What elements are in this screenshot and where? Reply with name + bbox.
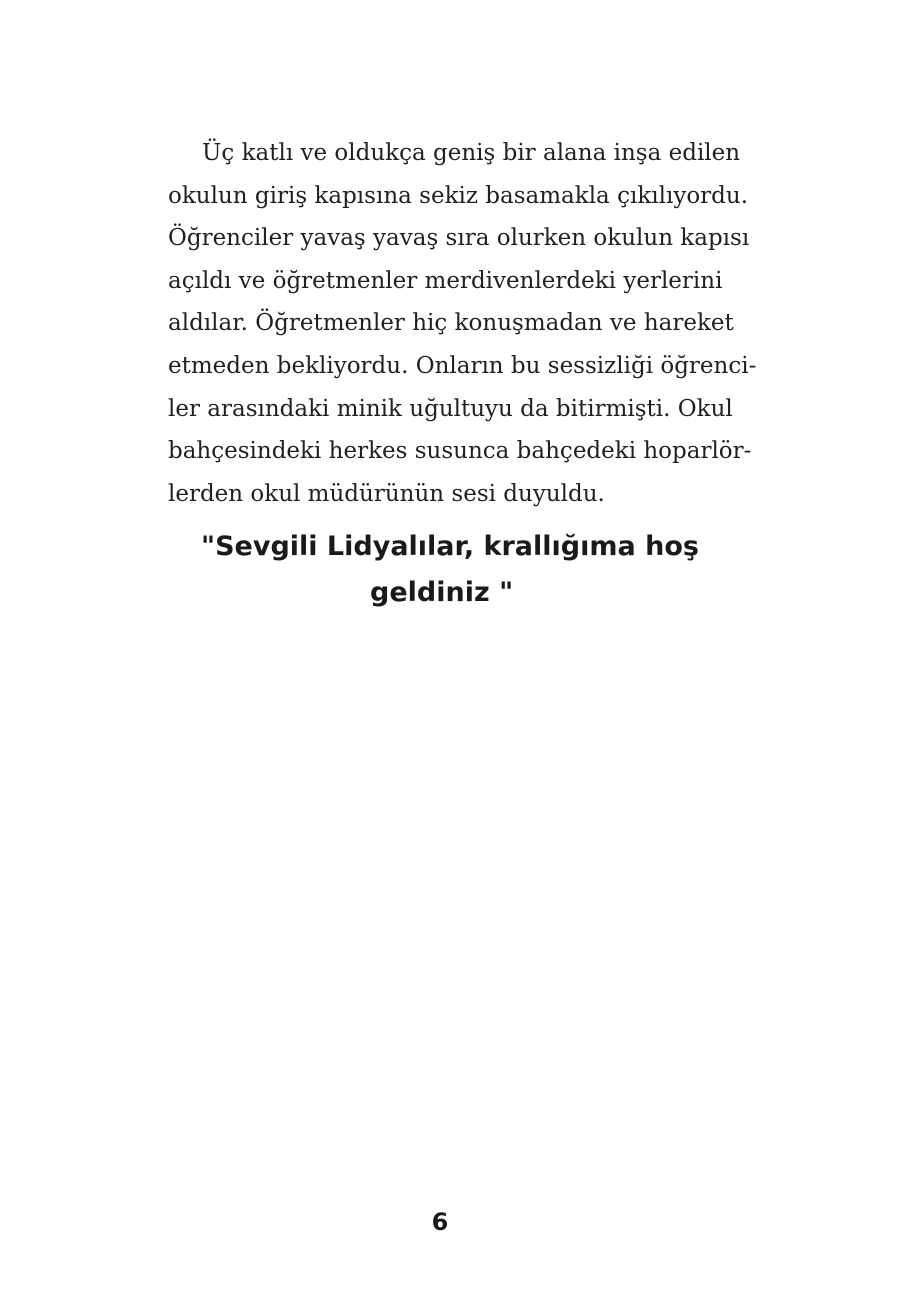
quote-line: "Sevgili Lidyalılar, krallığıma hoş [201, 531, 699, 562]
paragraph-line: okulun giriş kapısına sekiz basamakla çıkılıyordu. [168, 182, 749, 209]
paragraph-line: lerden okul müdürünün sesi duyuldu. [168, 480, 605, 507]
paragraph-line: Öğrenciler yavaş yavaş sıra olurken okulun kapısı [168, 225, 750, 252]
quote-line: geldiniz " [370, 577, 514, 608]
paragraph-line: aldılar. Öğretmenler hiç konuşmadan ve hareket [168, 310, 734, 337]
paragraph-line: Üç katlı ve oldukça geniş bir alana inşa edilen [202, 140, 741, 166]
paragraph-line: etmeden bekliyordu. Onların bu sessizliği öğrenci- [168, 352, 757, 379]
paragraph-line: açıldı ve öğretmenler merdivenlerdeki yerlerini [168, 267, 723, 294]
paragraph-line: bahçesindeki herkes susunca bahçedeki hoparlör- [168, 438, 752, 465]
principal-quote [190, 524, 710, 616]
body-paragraph [168, 132, 757, 515]
page-number: 6 [431, 1208, 449, 1236]
paragraph-line: ler arasındaki minik uğultuyu da bitirmişti. Okul [168, 395, 733, 422]
